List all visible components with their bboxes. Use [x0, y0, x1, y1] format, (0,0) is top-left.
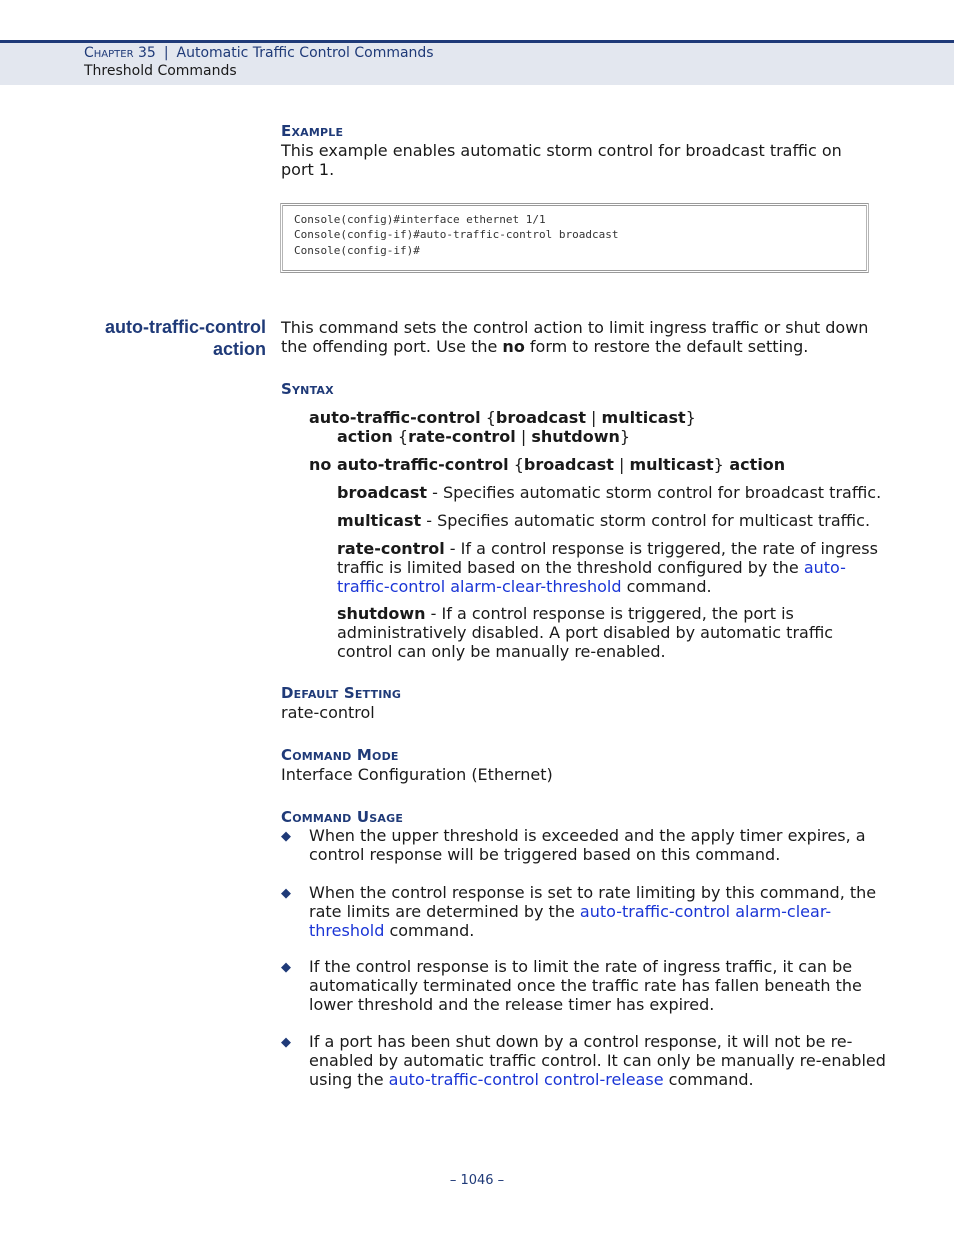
- param-desc: - Specifies automatic storm control for broadcast traffic.: [427, 483, 882, 502]
- syntax-brace: {: [480, 408, 496, 427]
- chapter-title: Automatic Traffic Control Commands: [176, 45, 434, 61]
- usage-item-4: [309, 1032, 886, 1089]
- command-title: [105, 316, 266, 360]
- code-line: Console(config-if)#: [294, 244, 420, 257]
- bullet-diamond-icon: ◆: [281, 960, 291, 975]
- syntax-command: no auto-traffic-control: [309, 455, 509, 474]
- syntax-brace: {: [508, 455, 524, 474]
- syntax-brace: }: [685, 408, 696, 427]
- usage-item-3: [309, 957, 862, 1014]
- syntax-heading: Syntax: [281, 380, 334, 398]
- param-term: multicast: [337, 511, 422, 530]
- param-desc: - Specifies automatic storm control for multicast traffic.: [421, 511, 871, 530]
- header-separator: |: [163, 45, 169, 61]
- usage-text: When the upper threshold is exceeded and the apply timer expires, a: [309, 826, 866, 845]
- param-term: rate-control: [337, 539, 445, 558]
- syntax-pipe: |: [613, 455, 630, 474]
- param-multicast: [337, 511, 870, 530]
- syntax-option: rate-control: [408, 427, 516, 446]
- default-setting-heading: Default Setting: [281, 684, 402, 702]
- running-header-chapter: [84, 45, 434, 61]
- usage-item-2: [309, 883, 876, 940]
- syntax-pipe: |: [515, 427, 532, 446]
- param-shutdown: [337, 604, 833, 661]
- link-control-release[interactable]: auto-traffic-control control-release: [388, 1070, 664, 1089]
- param-broadcast: [337, 483, 881, 502]
- param-rate-control: [337, 539, 878, 596]
- syntax-brace: }: [619, 427, 631, 446]
- usage-text: If the control response is to limit the rate of ingress traffic, it can be: [309, 957, 853, 976]
- param-desc: administratively disabled. A port disabled by automatic traffic: [337, 623, 834, 642]
- keyword-no: no: [502, 337, 525, 356]
- code-line: Console(config-if)#auto-traffic-control broadcast: [294, 228, 619, 241]
- syntax-option: shutdown: [531, 427, 620, 446]
- syntax-option: multicast: [601, 408, 686, 427]
- usage-text: control response will be triggered based on this command.: [309, 845, 781, 864]
- syntax-line-3: [309, 455, 785, 474]
- bullet-diamond-icon: ◆: [281, 886, 291, 901]
- example-heading: Example: [281, 122, 344, 140]
- syntax-line-1: [309, 408, 696, 427]
- syntax-brace: }: [713, 455, 724, 474]
- param-desc: traffic is limited based on the threshold configured by the: [337, 558, 804, 577]
- syntax-keyword: action: [723, 455, 786, 474]
- param-desc: - If a control response is triggered, the rate of ingress: [444, 539, 878, 558]
- param-term: shutdown: [337, 604, 426, 623]
- page-number: – 1046 –: [449, 1173, 505, 1188]
- usage-text: When the control response is set to rate limiting by this command, the: [309, 883, 877, 902]
- syntax-option: broadcast: [523, 455, 614, 474]
- usage-text: command.: [384, 921, 475, 940]
- syntax-option: multicast: [629, 455, 714, 474]
- bullet-diamond-icon: ◆: [281, 1035, 291, 1050]
- param-desc: control can only be manually re-enabled.: [337, 642, 666, 661]
- link-alarm-clear-threshold[interactable]: auto-traffic-control alarm-clear-: [579, 902, 832, 921]
- syntax-line-2: [337, 427, 630, 446]
- syntax-option: broadcast: [495, 408, 586, 427]
- param-desc: command.: [621, 577, 712, 596]
- link-alarm-clear-threshold[interactable]: traffic-control alarm-clear-threshold: [337, 577, 622, 596]
- usage-text: using the: [309, 1070, 389, 1089]
- command-title-line: action: [212, 339, 266, 359]
- command-mode-heading: Command Mode: [281, 746, 399, 764]
- code-line: Console(config)#interface ethernet 1/1: [294, 213, 546, 226]
- syntax-brace: {: [392, 427, 409, 446]
- link-alarm-clear-threshold[interactable]: threshold: [309, 921, 385, 940]
- param-term: broadcast: [337, 483, 428, 502]
- default-setting-value: rate-control: [281, 703, 375, 722]
- usage-item-1: [309, 826, 866, 864]
- command-title-line: auto-traffic-control: [105, 317, 266, 337]
- usage-text: rate limits are determined by the: [309, 902, 580, 921]
- param-desc: - If a control response is triggered, the port is: [425, 604, 794, 623]
- usage-text: If a port has been shut down by a control response, it will not be re-: [309, 1032, 853, 1051]
- running-header-section: Threshold Commands: [84, 63, 237, 79]
- usage-text: command.: [663, 1070, 754, 1089]
- syntax-command: auto-traffic-control: [309, 408, 481, 427]
- bullet-diamond-icon: ◆: [281, 829, 291, 844]
- usage-text: lower threshold and the release timer has expired.: [309, 995, 715, 1014]
- syntax-pipe: |: [585, 408, 602, 427]
- command-usage-heading: Command Usage: [281, 808, 404, 826]
- command-mode-value: Interface Configuration (Ethernet): [281, 765, 553, 784]
- description-text: This command sets the control action to limit ingress traffic or shut down the offending port. Use the: [281, 318, 869, 356]
- usage-text: automatically terminated once the traffic rate has fallen beneath the: [309, 976, 862, 995]
- usage-text: enabled by automatic traffic control. It can only be manually re-enabled: [309, 1051, 886, 1070]
- command-description: [281, 318, 871, 356]
- link-alarm-clear-threshold[interactable]: auto-: [803, 558, 846, 577]
- chapter-number: Chapter 35: [84, 45, 156, 61]
- example-text: This example enables automatic storm control for broadcast traffic on port 1.: [281, 141, 842, 179]
- syntax-keyword: action: [337, 427, 393, 446]
- description-text: form to restore the default setting.: [524, 337, 809, 356]
